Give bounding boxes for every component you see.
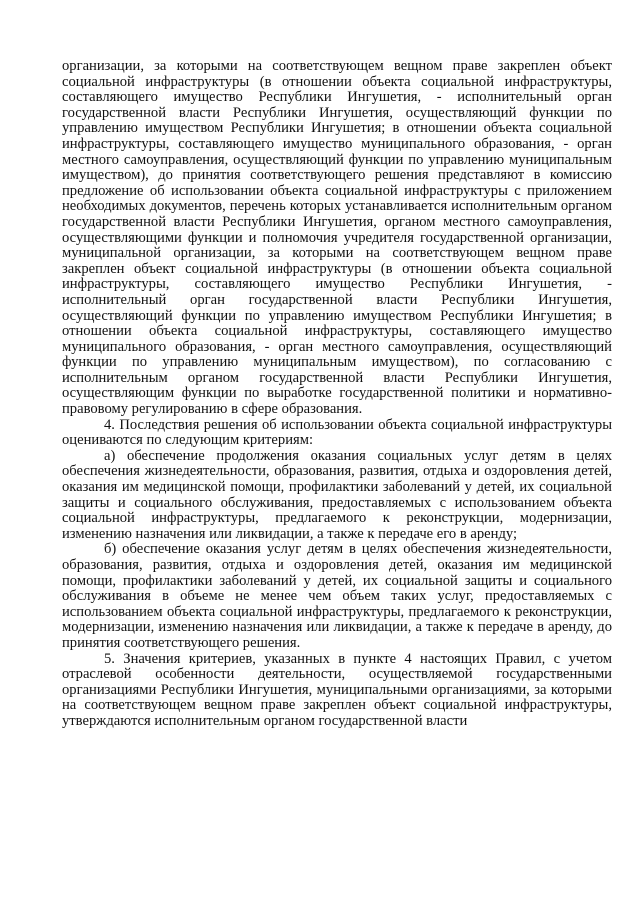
document-body bbox=[62, 59, 612, 730]
paragraph-item-4b: б) обеспечение оказания услуг детям в целях обеспечения жизнедеятельности, образования, развития, отдыха и оздоровления детей, оказания им медицинской помощи, профилактики заболеваний у детей, их социальной защиты и социального обслуживания в объеме не менее чем объем таких услуг, предоставляемых с использованием объекта социальной инфраструктуры, предлагаемого к реконструкции, модернизации, изменению назначения или ликвидации, а также к передаче в аренду, до принятия соответствующего решения. bbox=[62, 541, 612, 651]
paragraph-item-5: 5. Значения критериев, указанных в пункте 4 настоящих Правил, с учетом отраслевой особенности деятельности, осуществляемой государственными организациями Республики Ингушетия, муниципальными организациями, за которыми на соответствующем вещном праве закреплен объект социальной инфраструктуры, утверждаются исполнительным органом государственной власти bbox=[62, 650, 612, 729]
paragraph-continuation: организации, за которыми на соответствующем вещном праве закреплен объект социальной инфраструктуры (в отношении объекта социальной инфраструктуры, составляющего имущество Республики Ингушетия, - исполнительный орган государственной власти Республики Ингушетия, осуществляющий функции по управлению имуществом Республики Ингушетия; в отношении объекта социальной инфраструктуры, составляющего имущество муниципального образования, - орган местного самоуправления, осуществляющий функции по управлению муниципальным имуществом), до принятия соответствующего решения представляют в комиссию предложение об использовании объекта социальной инфраструктуры с приложением необходимых документов, перечень которых устанавливается исполнительным органом государственной власти Республики Ингушетия, органом местного самоуправления, осуществляющими функции и полномочия учредителя государственной организации, муниципальной организации, за которыми на соответствующем вещном праве закреплен объект социальной инфраструктуры (в отношении объекта социальной инфраструктуры, составляющего имущество Республики Ингушетия, - исполнительный орган государственной власти Республики Ингушетия, осуществляющий функции по управлению имуществом Республики Ингушетия; в отношении объекта социальной инфраструктуры, составляющего имущество муниципального образования, - орган местного самоуправления, осуществляющий функции по управлению муниципальным имуществом), по согласованию с исполнительным органом государственной власти Республики Ингушетия, осуществляющим функции по выработке государственной политики и нормативно-правовому регулированию в сфере образования. bbox=[62, 58, 612, 418]
paragraph-item-4: 4. Последствия решения об использовании объекта социальной инфраструктуры оцениваются по следующим критериям: bbox=[62, 416, 612, 449]
paragraph-item-4a: а) обеспечение продолжения оказания социальных услуг детям в целях обеспечения жизнедеятельности, образования, развития, отдыха и оздоровления детей, оказания им медицинской помощи, профилактики заболеваний у детей, их социальной защиты и социального обслуживания, предоставляемых с использованием объекта социальной инфраструктуры, предлагаемого к реконструкции, модернизации, изменению назначения или ликвидации, а также к передаче его в аренду; bbox=[62, 447, 612, 542]
